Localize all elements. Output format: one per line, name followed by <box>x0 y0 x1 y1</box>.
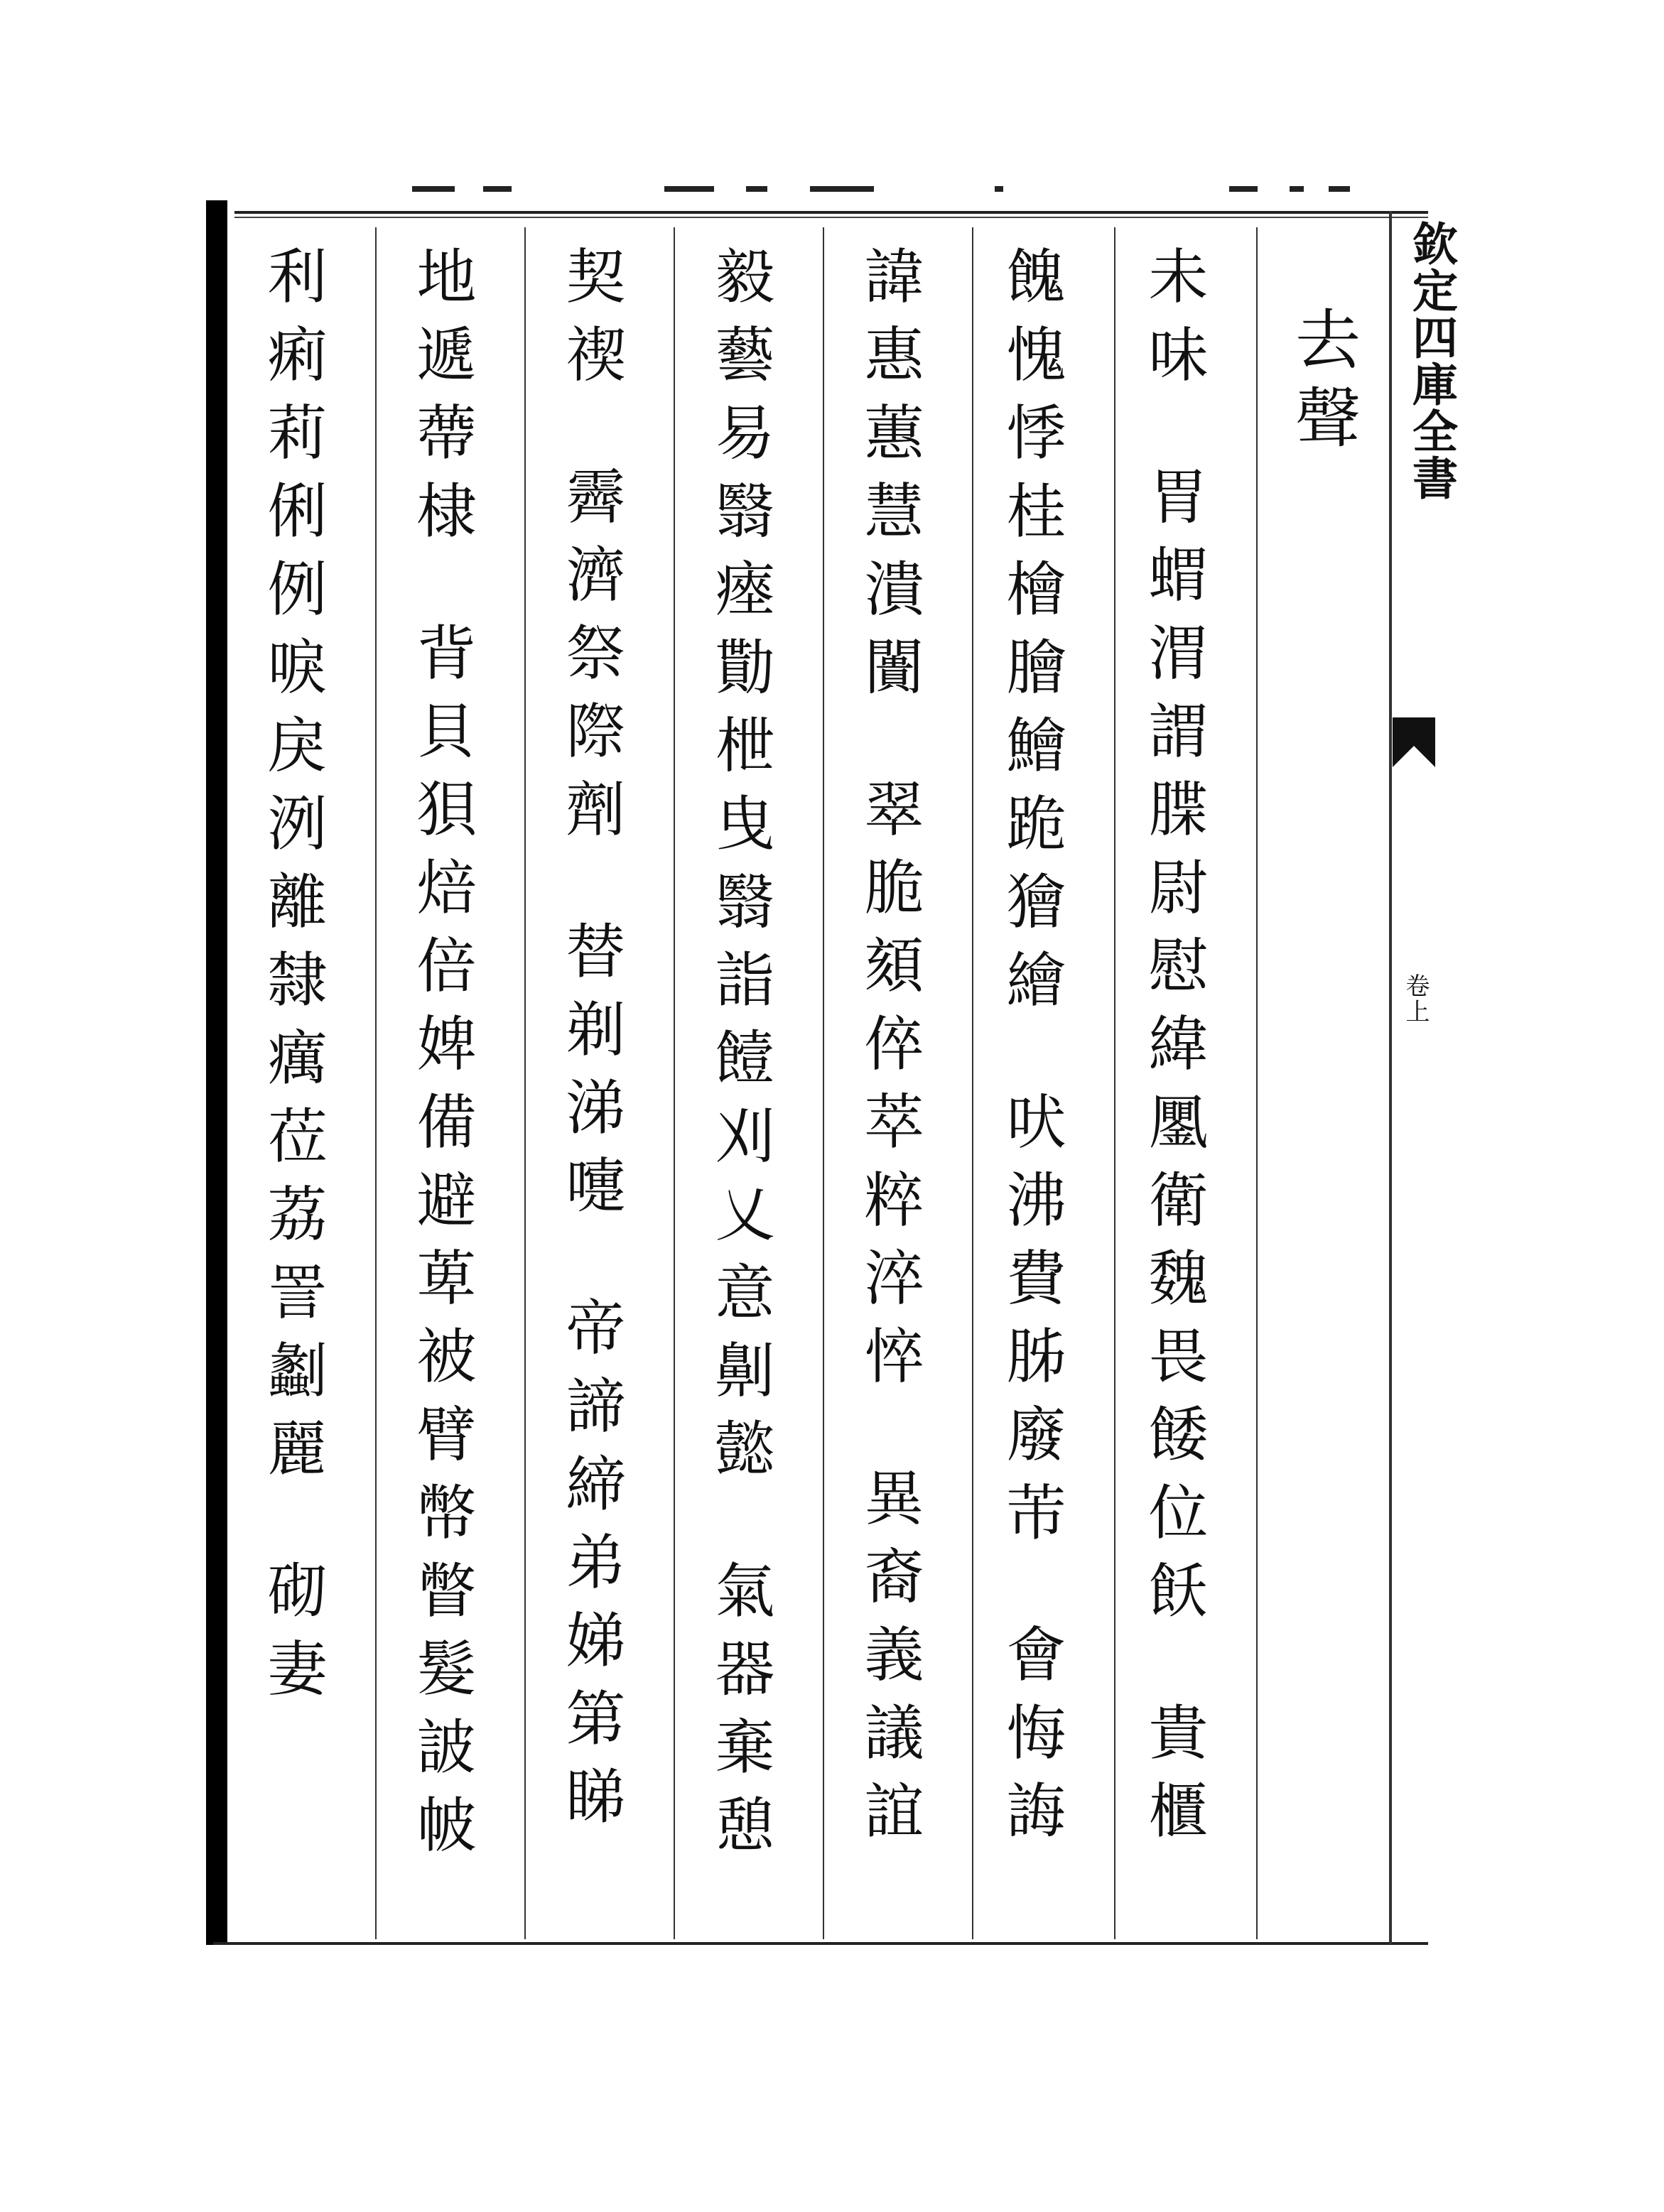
rhyme-group: 背貝狽焙倍婢備避萆被臂幣瞥髮詖帔 <box>407 622 477 1872</box>
rhyme-group: 氣器棄憩 <box>706 1559 775 1872</box>
text-column-3 <box>855 245 924 1929</box>
text-column-4 <box>706 245 775 1929</box>
book-title: 欽定四庫全書 <box>1405 220 1458 502</box>
frame-bottom-border <box>213 1942 1428 1945</box>
text-column-2 <box>997 245 1066 1929</box>
fish-tail-mark <box>1393 717 1435 767</box>
frame-top-border <box>234 211 1428 214</box>
column-rule <box>1256 227 1258 1939</box>
frame-left-border <box>206 200 227 1945</box>
column-rule <box>823 227 824 1939</box>
rhyme-group: 契禊 <box>556 245 626 401</box>
frame-right-border <box>1389 211 1392 1944</box>
rhyme-group: 胃蝟渭謂䐑尉慰緯䥚衛魏畏餧位飫 <box>1139 465 1209 1637</box>
text-column-1 <box>1139 245 1209 1929</box>
frame-top-inner-border <box>234 217 1428 218</box>
rhyme-group: 吠沸費胏廢芾 <box>997 1090 1066 1559</box>
rhyme-group: 帝諦締弟娣第睇 <box>556 1296 626 1843</box>
text-column-6 <box>407 245 477 1929</box>
rhyme-group: 毅藝易翳瘞勩枻曳翳詣饐刈乂意劓懿 <box>706 245 775 1495</box>
top-print-marks <box>412 186 1421 195</box>
rhyme-group: 未味 <box>1139 245 1209 401</box>
rhyme-group: 貴櫃 <box>1139 1701 1209 1858</box>
column-rule <box>524 227 526 1939</box>
rhyme-group: 翠脆頦倅萃粹淬悴 <box>855 778 924 1403</box>
column-rule <box>375 227 377 1939</box>
rhyme-group: 諱惠蕙慧潰闠 <box>855 245 924 714</box>
column-rule <box>674 227 675 1939</box>
rhyme-group: 替剃涕嚏 <box>556 920 626 1232</box>
rhyme-group: 砌妻 <box>258 1559 328 1715</box>
rhyme-group: 霽濟祭際劑 <box>556 465 626 856</box>
text-column-7 <box>258 245 328 1929</box>
rhyme-group: 地遞蔕棣 <box>407 245 477 558</box>
column-rule <box>1114 227 1115 1939</box>
column-rule <box>972 227 973 1939</box>
rhyme-group: 異裔義議誼 <box>855 1467 924 1858</box>
rhyme-group: 利痢莉俐例唳戾洌離隸癘莅荔詈劙麗 <box>258 245 328 1495</box>
section-heading: 去聲 <box>1285 305 1361 462</box>
text-column-5 <box>556 245 626 1929</box>
rhyme-group: 會悔誨 <box>997 1623 1066 1858</box>
rhyme-group: 餽愧悸桂檜膾鱠跪獪繪 <box>997 245 1066 1026</box>
volume-label: 卷上 <box>1401 973 1430 1024</box>
